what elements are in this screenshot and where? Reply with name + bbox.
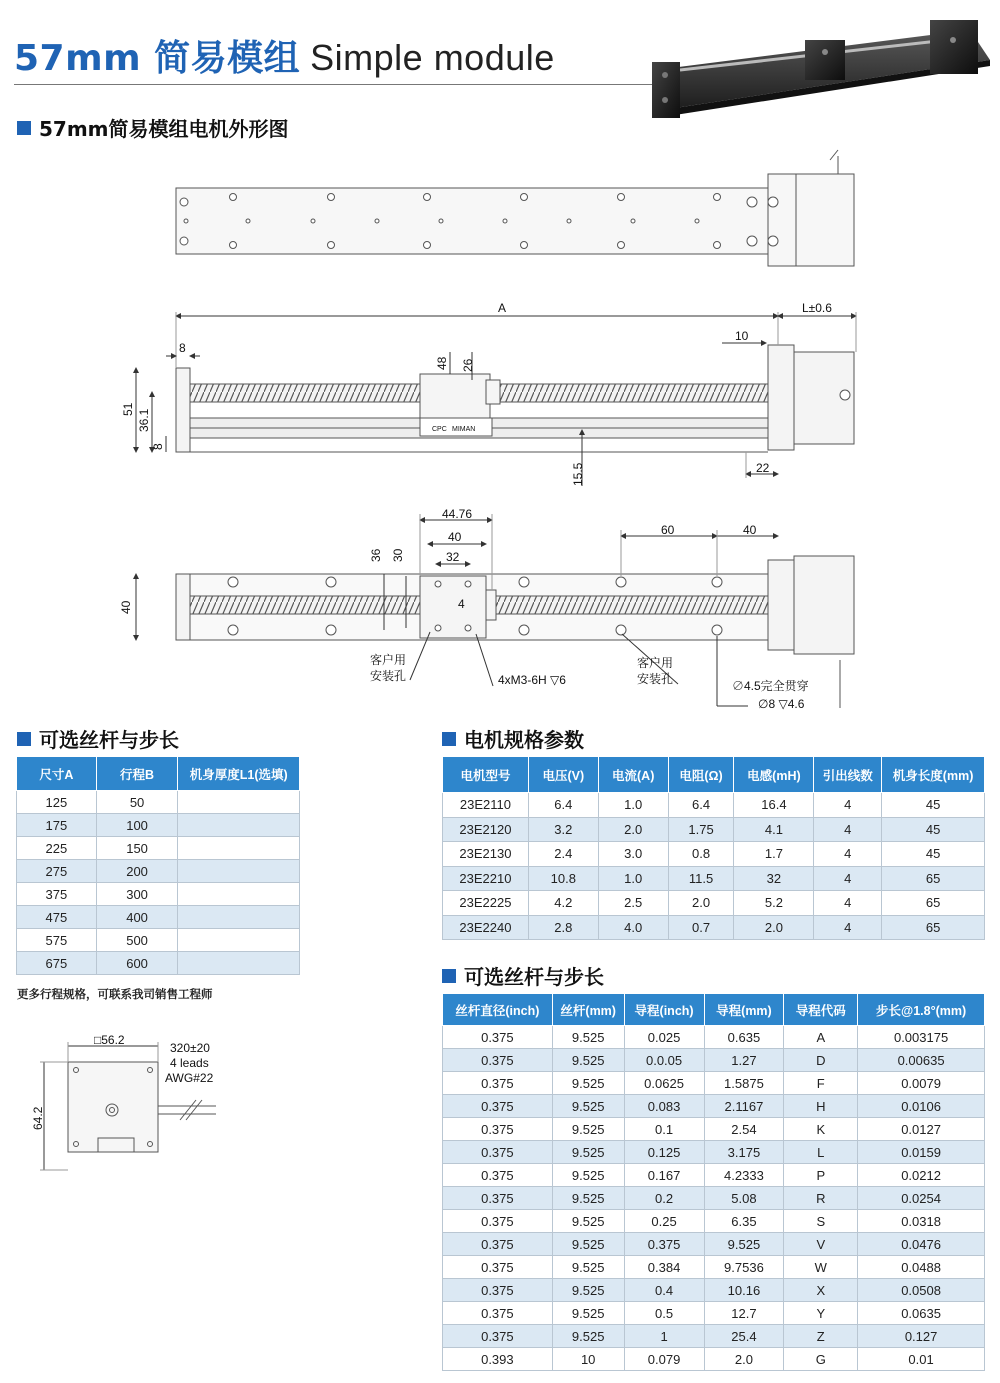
table-cell: 9.525 — [552, 1325, 624, 1348]
dim-48: 48 — [435, 356, 449, 370]
table-cell: 0.8 — [668, 842, 734, 867]
base-plate-view — [176, 150, 854, 266]
table-row — [443, 1141, 985, 1164]
table-cell: 600 — [96, 952, 178, 975]
table-cell: K — [784, 1118, 858, 1141]
table-cell: 1.0 — [598, 866, 668, 891]
lead-count: 4 leads — [170, 1056, 209, 1070]
table-row — [17, 791, 300, 814]
table-cell: 0.0488 — [858, 1256, 985, 1279]
table-cell: 9.525 — [552, 1302, 624, 1325]
table-cell: 0.0625 — [624, 1072, 704, 1095]
table-cell: 0.375 — [443, 1187, 553, 1210]
table-cell: 0.0079 — [858, 1072, 985, 1095]
table-cell: 0.0318 — [858, 1210, 985, 1233]
table-cell: 50 — [96, 791, 178, 814]
table-cell: 4 — [814, 817, 882, 842]
table-cell: R — [784, 1187, 858, 1210]
table-cell: 0.375 — [443, 1279, 553, 1302]
table-cell — [178, 814, 300, 837]
table-cell: 2.54 — [704, 1118, 784, 1141]
table-cell: 675 — [17, 952, 97, 975]
table-cell: 0.375 — [624, 1233, 704, 1256]
table-cell: 9.525 — [552, 1095, 624, 1118]
column-header: 电压(V) — [528, 757, 598, 793]
customer-hole-right-2: 安装孔 — [637, 672, 674, 686]
table-cell: Y — [784, 1302, 858, 1325]
outline-heading-text: 57mm简易模组电机外形图 — [39, 117, 289, 141]
table-cell: 9.525 — [552, 1210, 624, 1233]
table-cell: 0.0.05 — [624, 1049, 704, 1072]
table-cell: 9.7536 — [704, 1256, 784, 1279]
lead-screw-table — [442, 993, 985, 1371]
table-cell: 23E2240 — [443, 915, 529, 940]
table-cell: 23E2225 — [443, 891, 529, 916]
table-row — [443, 1256, 985, 1279]
dim-26: 26 — [461, 358, 475, 372]
table-cell: 10 — [552, 1348, 624, 1371]
table-cell: 4 — [814, 915, 882, 940]
table-cell: 175 — [17, 814, 97, 837]
table-cell: 23E2130 — [443, 842, 529, 867]
slider-label-1: CPC — [432, 426, 447, 433]
table-cell: 23E2110 — [443, 793, 529, 818]
table-cell: 1.0 — [598, 793, 668, 818]
page-title-en: Simple module — [310, 37, 555, 78]
table-cell: W — [784, 1256, 858, 1279]
table-row — [17, 952, 300, 975]
table-cell: 0.00635 — [858, 1049, 985, 1072]
table-cell: 9.525 — [552, 1279, 624, 1302]
table-cell: 575 — [17, 929, 97, 952]
dim-64-2: 64.2 — [31, 1106, 45, 1130]
dim-l: L±0.6 — [802, 301, 832, 315]
table-cell: 9.525 — [552, 1187, 624, 1210]
table-cell: 0.025 — [624, 1026, 704, 1049]
table-cell: 65 — [882, 866, 985, 891]
column-header: 导程代码 — [784, 994, 858, 1026]
table-cell: 9.525 — [552, 1141, 624, 1164]
table-cell: 4 — [814, 842, 882, 867]
column-header: 电阻(Ω) — [668, 757, 734, 793]
table-cell: 4 — [814, 793, 882, 818]
dim-44-76: 44.76 — [442, 507, 473, 521]
table-row — [443, 866, 985, 891]
table-cell: 2.5 — [598, 891, 668, 916]
table-cell: 0.375 — [443, 1164, 553, 1187]
table-cell: 6.35 — [704, 1210, 784, 1233]
column-header: 电流(A) — [598, 757, 668, 793]
motor-table-heading — [442, 724, 584, 753]
table-cell: 9.525 — [552, 1026, 624, 1049]
dim-8-top: 8 — [179, 341, 186, 355]
column-header: 行程B — [96, 757, 178, 791]
page-title-cn: 57mm 简易模组 — [14, 38, 301, 79]
table-cell: 2.1167 — [704, 1095, 784, 1118]
table-cell: 0.079 — [624, 1348, 704, 1371]
table-cell: 0.375 — [443, 1026, 553, 1049]
table-header-row — [443, 757, 985, 793]
table-cell: 0.384 — [624, 1256, 704, 1279]
table-cell: 45 — [882, 842, 985, 867]
table-cell: 9.525 — [552, 1256, 624, 1279]
table-cell: 25.4 — [704, 1325, 784, 1348]
column-header: 尺寸A — [17, 757, 97, 791]
table-cell: 9.525 — [552, 1164, 624, 1187]
table-cell: 0.5 — [624, 1302, 704, 1325]
dim-40-a: 40 — [448, 530, 462, 544]
table-cell: 500 — [96, 929, 178, 952]
dim-22: 22 — [756, 461, 770, 475]
dim-15-5: 15.5 — [571, 462, 585, 486]
table-cell: 23E2120 — [443, 817, 529, 842]
table-header-row — [17, 757, 300, 791]
table-cell: 0.375 — [443, 1325, 553, 1348]
table-cell: 375 — [17, 883, 97, 906]
table-cell: 0.635 — [704, 1026, 784, 1049]
stroke-table — [16, 756, 300, 975]
table-cell: 45 — [882, 817, 985, 842]
table-cell: 1 — [624, 1325, 704, 1348]
table-cell: 9.525 — [704, 1233, 784, 1256]
table-header-row — [443, 994, 985, 1026]
column-header: 丝杆(mm) — [552, 994, 624, 1026]
table-cell: 5.08 — [704, 1187, 784, 1210]
dim-36-1: 36.1 — [137, 408, 151, 432]
table-cell: 4 — [814, 866, 882, 891]
table-cell: A — [784, 1026, 858, 1049]
dim-36: 36 — [369, 548, 383, 562]
table-row — [17, 929, 300, 952]
table-cell: 125 — [17, 791, 97, 814]
column-header: 导程(mm) — [704, 994, 784, 1026]
dim-51: 51 — [121, 402, 135, 416]
customer-hole-left-2: 安装孔 — [370, 669, 407, 683]
stroke-table-heading — [17, 724, 179, 753]
table-cell: 4.1 — [734, 817, 814, 842]
dim-40-left: 40 — [119, 600, 133, 614]
screw-table-heading — [442, 961, 604, 990]
table-row — [443, 1348, 985, 1371]
table-cell: 1.5875 — [704, 1072, 784, 1095]
table-cell: 4.2 — [528, 891, 598, 916]
table-cell: 16.4 — [734, 793, 814, 818]
dim-4: 4 — [458, 597, 465, 611]
table-row — [443, 1325, 985, 1348]
table-cell: 1.27 — [704, 1049, 784, 1072]
table-cell: 2.0 — [598, 817, 668, 842]
table-row — [17, 906, 300, 929]
counterbore-note: ∅8 ▽4.6 — [758, 697, 805, 711]
table-cell: 0.1 — [624, 1118, 704, 1141]
table-cell: 0.375 — [443, 1210, 553, 1233]
lead-length: 320±20 — [170, 1041, 210, 1055]
through-hole-note: ∅4.5完全贯穿 — [732, 679, 809, 693]
table-cell — [178, 929, 300, 952]
table-row — [443, 1164, 985, 1187]
table-cell: 0.01 — [858, 1348, 985, 1371]
table-cell: 150 — [96, 837, 178, 860]
dim-30: 30 — [391, 548, 405, 562]
table-cell: 0.0508 — [858, 1279, 985, 1302]
motor-spec-table — [442, 756, 985, 940]
column-header: 机身厚度L1(选填) — [178, 757, 300, 791]
table-cell: 0.375 — [443, 1141, 553, 1164]
customer-hole-left-1: 客户用 — [370, 653, 407, 667]
column-header: 电感(mH) — [734, 757, 814, 793]
table-cell: 275 — [17, 860, 97, 883]
table-cell: 0.393 — [443, 1348, 553, 1371]
table-cell: 2.0 — [734, 915, 814, 940]
column-header: 丝杆直径(inch) — [443, 994, 553, 1026]
heading-marker — [442, 732, 456, 746]
table-cell: 0.0127 — [858, 1118, 985, 1141]
table-cell: 0.375 — [443, 1072, 553, 1095]
table-cell: 300 — [96, 883, 178, 906]
table-row — [443, 1095, 985, 1118]
table-cell: 0.0212 — [858, 1164, 985, 1187]
dim-40-b: 40 — [743, 523, 757, 537]
table-row — [443, 915, 985, 940]
slider-label-2: MIMAN — [452, 426, 476, 433]
table-cell: 0.0476 — [858, 1233, 985, 1256]
table-cell — [178, 952, 300, 975]
table-cell: 0.7 — [668, 915, 734, 940]
column-header: 机身长度(mm) — [882, 757, 985, 793]
table-cell: 475 — [17, 906, 97, 929]
table-cell: 0.083 — [624, 1095, 704, 1118]
table-cell — [178, 906, 300, 929]
table-cell: 0.127 — [858, 1325, 985, 1348]
column-header: 导程(inch) — [624, 994, 704, 1026]
table-cell: 11.5 — [668, 866, 734, 891]
table-cell: X — [784, 1279, 858, 1302]
heading-marker — [442, 969, 456, 983]
table-cell: 2.8 — [528, 915, 598, 940]
table-row — [443, 891, 985, 916]
table-row — [443, 1279, 985, 1302]
table-cell: L — [784, 1141, 858, 1164]
customer-hole-right-1: 客户用 — [637, 656, 674, 670]
table-cell: 45 — [882, 793, 985, 818]
table-cell: 0.2 — [624, 1187, 704, 1210]
table-row — [443, 1233, 985, 1256]
column-header: 电机型号 — [443, 757, 529, 793]
table-cell: S — [784, 1210, 858, 1233]
table-row — [443, 1302, 985, 1325]
heading-marker — [17, 732, 31, 746]
table-cell: 32 — [734, 866, 814, 891]
dim-32: 32 — [446, 550, 460, 564]
table-cell: 0.0106 — [858, 1095, 985, 1118]
table-row — [17, 883, 300, 906]
stroke-note: 更多行程规格，可联系我司销售工程师 — [17, 987, 213, 1001]
table-cell: 0.0254 — [858, 1187, 985, 1210]
column-header: 引出线数 — [814, 757, 882, 793]
table-cell: Z — [784, 1325, 858, 1348]
table-cell — [178, 837, 300, 860]
stroke-table-heading-text: 可选丝杆与步长 — [39, 728, 179, 752]
table-cell — [178, 791, 300, 814]
table-cell: 9.525 — [552, 1072, 624, 1095]
table-cell: 3.0 — [598, 842, 668, 867]
table-cell: 0.375 — [443, 1256, 553, 1279]
table-cell: 0.375 — [443, 1302, 553, 1325]
table-cell: 12.7 — [704, 1302, 784, 1325]
table-cell: 10.8 — [528, 866, 598, 891]
thread-note: 4xM3-6H ▽6 — [498, 673, 566, 687]
table-cell: 65 — [882, 891, 985, 916]
table-cell: 0.0159 — [858, 1141, 985, 1164]
motor-end-drawing — [20, 1020, 280, 1200]
table-cell: 4.2333 — [704, 1164, 784, 1187]
table-cell: 2.0 — [668, 891, 734, 916]
table-cell: 0.003175 — [858, 1026, 985, 1049]
lead-gauge: AWG#22 — [165, 1071, 214, 1085]
table-row — [443, 1072, 985, 1095]
table-cell: G — [784, 1348, 858, 1371]
dim-a: A — [498, 301, 507, 315]
table-cell: 2.0 — [704, 1348, 784, 1371]
table-cell: 1.7 — [734, 842, 814, 867]
table-cell: 2.4 — [528, 842, 598, 867]
screw-table-heading-text: 可选丝杆与步长 — [464, 965, 604, 989]
table-row — [17, 860, 300, 883]
table-cell: 0.0635 — [858, 1302, 985, 1325]
table-cell: 10.16 — [704, 1279, 784, 1302]
table-cell: 9.525 — [552, 1118, 624, 1141]
table-cell: V — [784, 1233, 858, 1256]
dim-60: 60 — [661, 523, 675, 537]
table-cell — [178, 860, 300, 883]
table-cell: 200 — [96, 860, 178, 883]
table-row — [17, 814, 300, 837]
table-cell: 5.2 — [734, 891, 814, 916]
dim-8-left: 8 — [151, 443, 165, 450]
table-cell: 3.175 — [704, 1141, 784, 1164]
dim-10: 10 — [735, 329, 749, 343]
table-cell: 4 — [814, 891, 882, 916]
table-cell: D — [784, 1049, 858, 1072]
table-cell: 0.4 — [624, 1279, 704, 1302]
table-cell: 3.2 — [528, 817, 598, 842]
table-cell: 0.375 — [443, 1049, 553, 1072]
table-cell: P — [784, 1164, 858, 1187]
table-row — [443, 817, 985, 842]
table-cell: H — [784, 1095, 858, 1118]
motor-table-heading-text: 电机规格参数 — [464, 728, 584, 752]
table-cell: 100 — [96, 814, 178, 837]
table-row — [443, 1118, 985, 1141]
table-cell: 0.375 — [443, 1118, 553, 1141]
table-row — [443, 1026, 985, 1049]
table-row — [443, 793, 985, 818]
table-row — [443, 1049, 985, 1072]
table-row — [443, 1210, 985, 1233]
table-cell: 9.525 — [552, 1233, 624, 1256]
table-cell: 1.75 — [668, 817, 734, 842]
table-cell: 4.0 — [598, 915, 668, 940]
table-row — [17, 837, 300, 860]
table-cell: 23E2210 — [443, 866, 529, 891]
table-cell: 225 — [17, 837, 97, 860]
table-cell: 0.375 — [443, 1233, 553, 1256]
table-cell: 0.375 — [443, 1095, 553, 1118]
dim-56-2: □56.2 — [94, 1033, 125, 1047]
table-cell: 0.167 — [624, 1164, 704, 1187]
table-cell: 0.25 — [624, 1210, 704, 1233]
table-cell — [178, 883, 300, 906]
table-cell: 9.525 — [552, 1049, 624, 1072]
column-header: 步长@1.8°(mm) — [858, 994, 985, 1026]
table-cell: F — [784, 1072, 858, 1095]
table-row — [443, 842, 985, 867]
table-cell: 6.4 — [668, 793, 734, 818]
table-cell: 65 — [882, 915, 985, 940]
table-cell: 400 — [96, 906, 178, 929]
table-cell: 0.125 — [624, 1141, 704, 1164]
table-cell: 6.4 — [528, 793, 598, 818]
table-row — [443, 1187, 985, 1210]
